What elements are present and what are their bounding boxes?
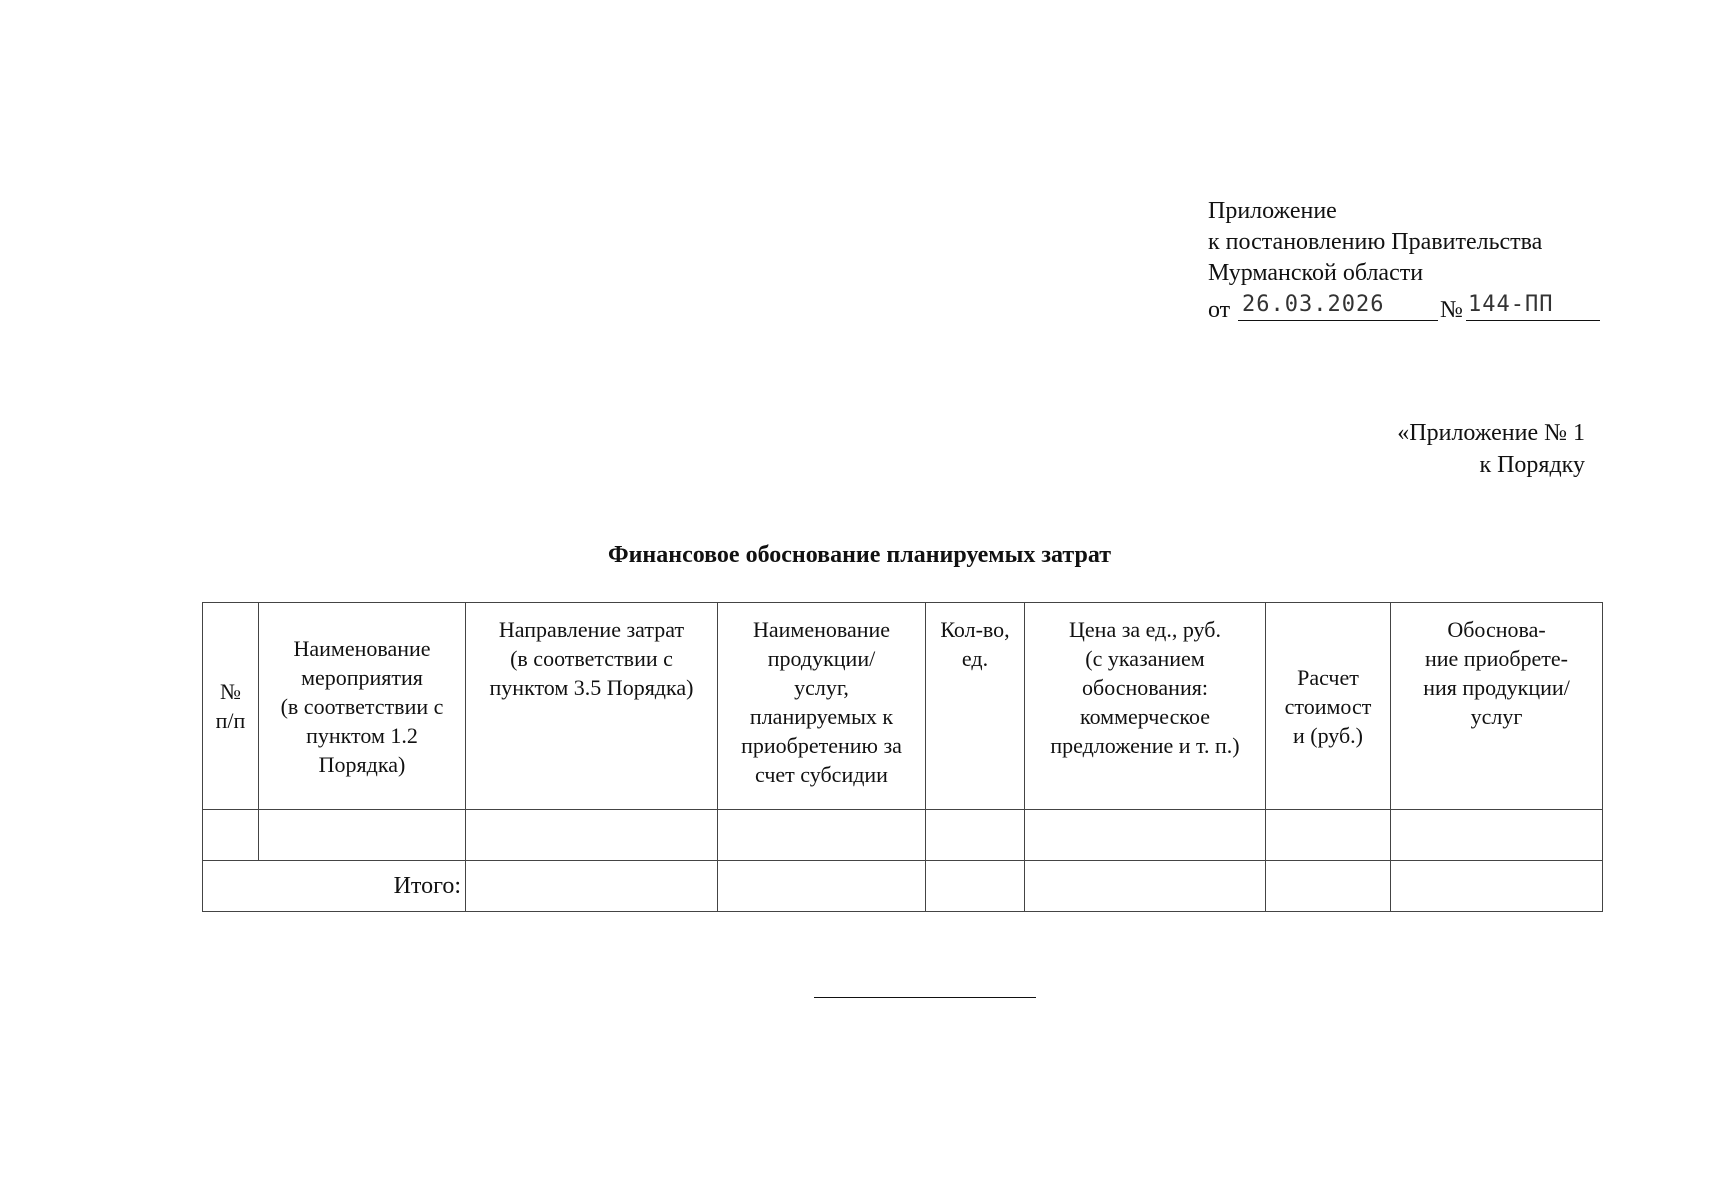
header-product-name: Наименование продукции/ услуг, планируемых к приобретению за счет субсидии	[718, 603, 926, 810]
table-cell	[1266, 810, 1391, 861]
sub-appendix-block	[1397, 417, 1585, 481]
table-cell	[466, 810, 718, 861]
end-divider	[814, 997, 1036, 998]
total-label: Итого:	[203, 861, 466, 912]
header-cost-direction: Направление затрат (в соответствии с пунктом 3.5 Порядка)	[466, 603, 718, 810]
resolution-number: 144-ПП	[1466, 289, 1600, 321]
appendix-date-line	[1208, 289, 1554, 323]
header-justification: Обоснова- ние приобрете- ния продукции/ услуг	[1391, 603, 1603, 810]
table-cell	[718, 810, 926, 861]
appendix-line-2: к постановлению Правительства	[1208, 229, 1543, 255]
header-unit-price: Цена за ед., руб. (с указанием обоснования: коммерческое предложение и т. п.)	[1025, 603, 1266, 810]
table-cell	[259, 810, 466, 861]
table-cell	[1391, 810, 1603, 861]
header-cost-calculation: Расчет стоимост и (руб.)	[1266, 603, 1391, 810]
table-cell	[203, 810, 259, 861]
document-title: Финансовое обоснование планируемых затрат	[607, 542, 1112, 568]
appendix-block	[1208, 196, 1554, 323]
header-quantity: Кол-во, ед.	[926, 603, 1025, 810]
header-event-name: Наименование мероприятия (в соответствии с пунктом 1.2 Порядка)	[259, 603, 466, 810]
table-cell	[926, 810, 1025, 861]
table-row	[203, 810, 1603, 861]
number-sign: №	[1440, 297, 1463, 323]
sub-appendix-line-2: к Порядку	[1479, 452, 1585, 478]
table-cell	[1266, 861, 1391, 912]
appendix-line-1: Приложение	[1208, 198, 1337, 224]
sub-appendix-line-1: «Приложение № 1	[1397, 420, 1585, 446]
table-cell	[1391, 861, 1603, 912]
from-label: от	[1208, 297, 1231, 323]
table-cell	[718, 861, 926, 912]
appendix-line-3: Мурманской области	[1208, 260, 1424, 286]
table-total-row	[203, 861, 1603, 912]
table-cell	[1025, 810, 1266, 861]
table-header-row	[203, 603, 1603, 810]
table-cell	[466, 861, 718, 912]
financial-justification-table	[202, 602, 1603, 912]
header-number: № п/п	[203, 603, 259, 810]
table-cell	[1025, 861, 1266, 912]
resolution-date: 26.03.2026	[1238, 289, 1438, 321]
table-cell	[926, 861, 1025, 912]
